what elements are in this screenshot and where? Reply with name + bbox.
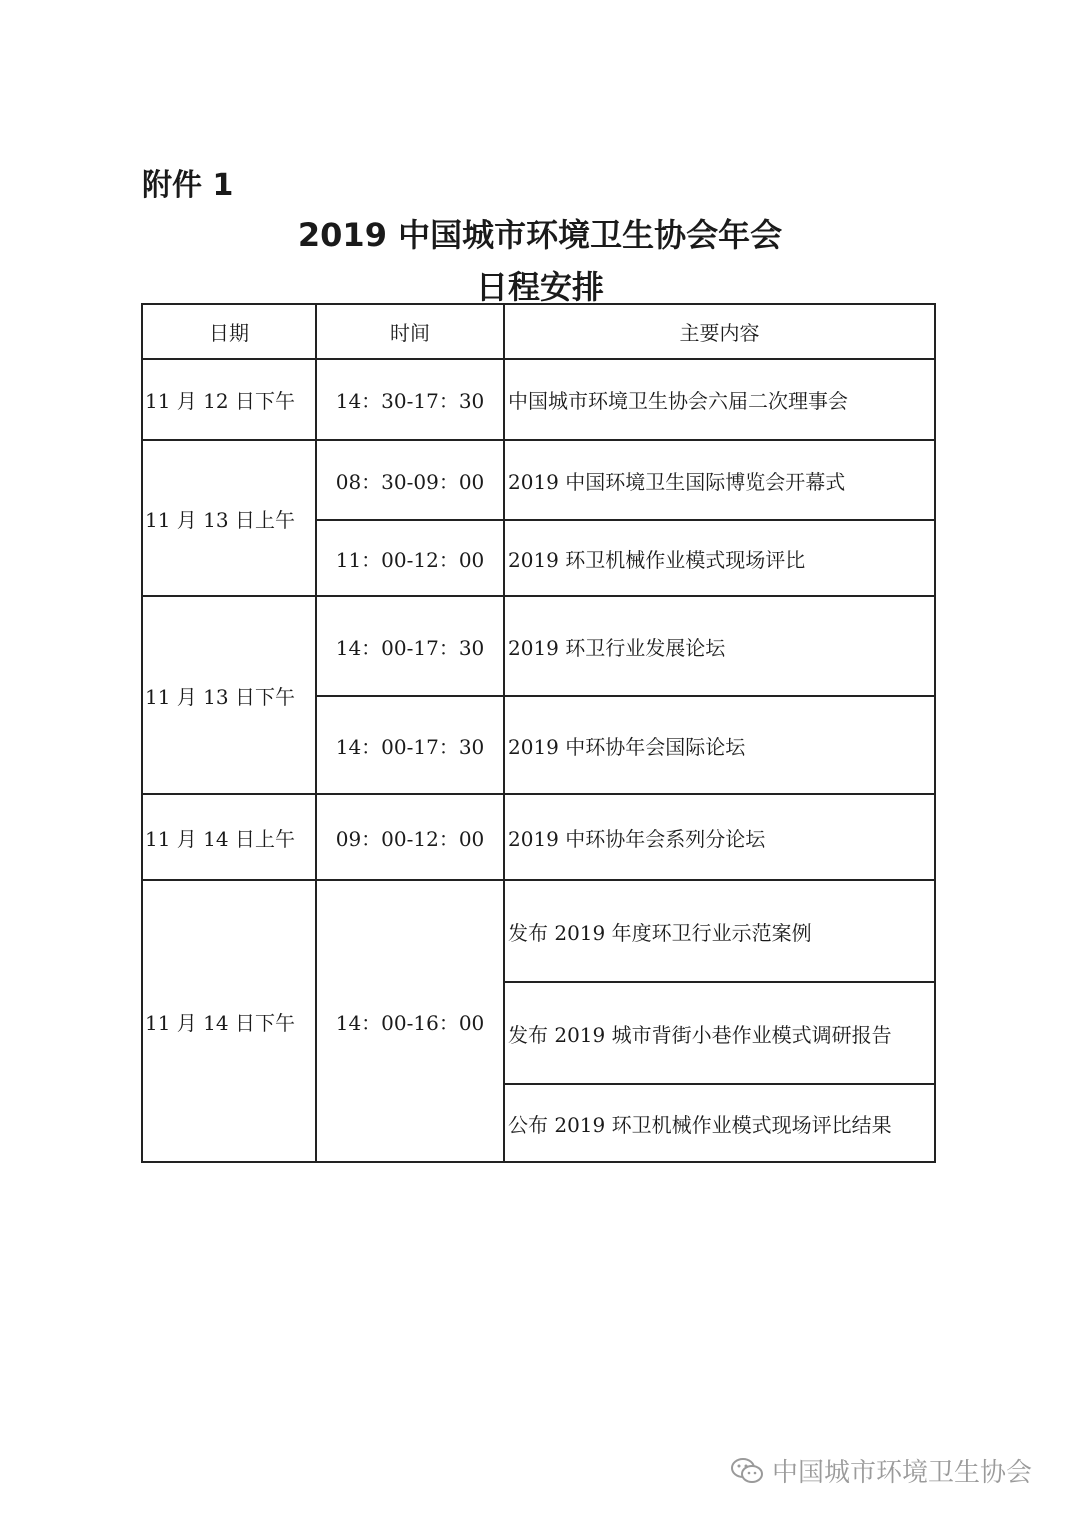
content-cell: 2019 中国环境卫生国际博览会开幕式 [504, 440, 935, 520]
watermark-text: 中国城市环境卫生协会 [772, 1458, 1033, 1488]
document-title: 2019 中国城市环境卫生协会年会 [297, 216, 783, 254]
header-time: 时间 [316, 304, 504, 359]
header-content: 主要内容 [504, 304, 935, 359]
content-cell: 发布 2019 年度环卫行业示范案例 [504, 880, 935, 982]
content-cell: 中国城市环境卫生协会六届二次理事会 [504, 359, 935, 440]
time-cell: 14：30-17：30 [316, 359, 504, 440]
content-cell: 2019 中环协年会国际论坛 [504, 696, 935, 794]
content-cell: 2019 环卫行业发展论坛 [504, 596, 935, 696]
document-subtitle: 日程安排 [475, 268, 604, 306]
date-cell: 11 月 12 日下午 [142, 359, 316, 440]
content-cell: 发布 2019 城市背街小巷作业模式调研报告 [504, 982, 935, 1084]
time-cell: 11：00-12：00 [316, 520, 504, 596]
date-cell: 11 月 13 日上午 [142, 440, 316, 596]
content-cell: 2019 环卫机械作业模式现场评比 [504, 520, 935, 596]
watermark [730, 1452, 1032, 1489]
time-cell: 14：00-17：30 [316, 696, 504, 794]
table-row [142, 880, 935, 982]
content-cell: 公布 2019 环卫机械作业模式现场评比结果 [504, 1084, 935, 1162]
date-cell: 11 月 14 日上午 [142, 794, 316, 880]
header-date: 日期 [142, 304, 316, 359]
wechat-icon [730, 1457, 764, 1485]
attachment-label: 附件 1 [142, 168, 234, 203]
date-cell: 11 月 14 日下午 [142, 880, 316, 1162]
time-cell: 08：30-09：00 [316, 440, 504, 520]
time-cell: 14：00-17：30 [316, 596, 504, 696]
table-row [142, 440, 935, 520]
schedule-table [141, 303, 936, 1163]
content-cell: 2019 中环协年会系列分论坛 [504, 794, 935, 880]
table-row [142, 794, 935, 880]
table-row [142, 359, 935, 440]
table-header-row [142, 304, 935, 359]
table-row [142, 596, 935, 696]
time-cell: 14：00-16：00 [316, 880, 504, 1162]
time-cell: 09：00-12：00 [316, 794, 504, 880]
date-cell: 11 月 13 日下午 [142, 596, 316, 794]
